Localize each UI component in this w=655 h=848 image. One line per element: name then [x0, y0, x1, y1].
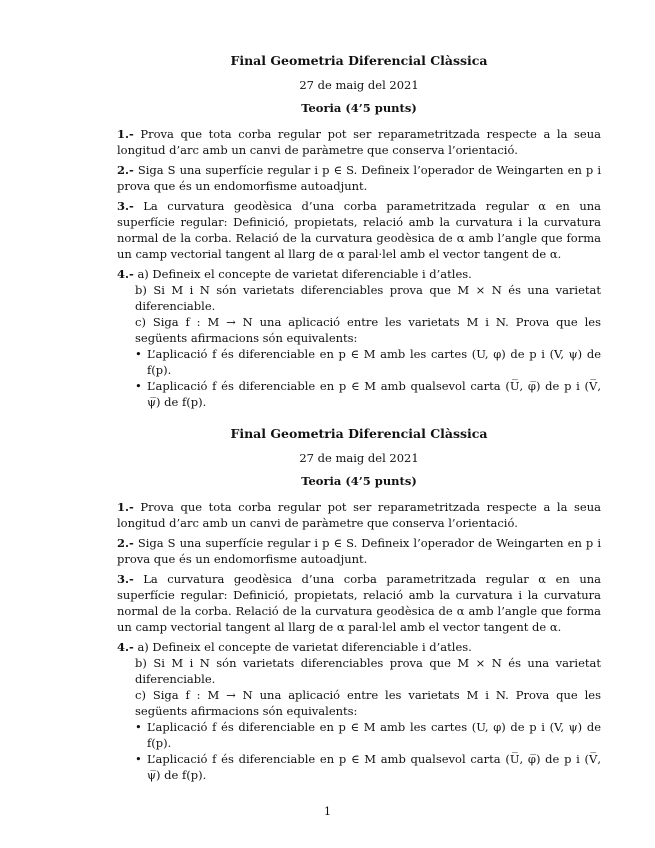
- question-4: [117, 639, 601, 655]
- question-2-number: 2.-: [117, 163, 134, 177]
- section-subtitle: Teoria (4’5 punts): [301, 101, 417, 115]
- question-1-number: 1.-: [117, 500, 134, 514]
- question-4-number: 4.-: [117, 267, 134, 281]
- list-item: [135, 719, 601, 751]
- bullet-2-text: L’aplicació f és diferenciable en p ∈ M amb qualsevol carta (U̅, φ̅) de p i (V̅, ψ̅) de f(p).: [147, 379, 601, 409]
- question-4-part-c: c) Siga f : M → N una aplicació entre les varietats M i N. Prova que les següents afirmacions són equivalents:: [135, 688, 601, 718]
- exam-date: 27 de maig del 2021: [299, 451, 419, 465]
- bullet-list: [117, 346, 601, 410]
- question-3-number: 3.-: [117, 199, 134, 213]
- exam-block-2: [117, 426, 601, 796]
- bullet-1-text: L’aplicació f és diferenciable en p ∈ M amb les cartes (U, φ) de p i (V, ψ) de f(p).: [147, 347, 601, 377]
- question-2-number: 2.-: [117, 536, 134, 550]
- page-number: 1: [324, 805, 331, 818]
- question-2: [117, 535, 601, 567]
- question-1: [117, 499, 601, 531]
- list-item: [135, 346, 601, 378]
- bullet-icon: •: [135, 379, 142, 393]
- question-3-text: La curvatura geodèsica d’una corba parametritzada regular α en una superfície regular: Definició, propietats, relació amb la curvatura i la curvatura normal de la corba. Relació de la curvatura geodèsica de α amb l’angle que forma un camp vectorial tangent al llarg de α paral·lel amb el vector tangent de α.: [117, 572, 601, 634]
- list-item: [135, 378, 601, 410]
- document-page: [117, 50, 601, 796]
- question-2: [117, 162, 601, 194]
- question-4-part-a: a) Defineix el concepte de varietat diferenciable i d’atles.: [137, 267, 472, 281]
- question-1-text: Prova que tota corba regular pot ser reparametritzada respecte a la seua longitud d’arc amb un canvi de paràmetre que conserva l’orientació.: [117, 500, 601, 530]
- question-4-part-b: b) Si M i N són varietats diferenciables prova que M × N és una varietat diferenciable.: [135, 283, 601, 313]
- list-item: [135, 751, 601, 783]
- question-2-text: Siga S una superfície regular i p ∈ S. Defineix l’operador de Weingarten en p i prova que és un endomorfisme autoadjunt.: [117, 536, 602, 566]
- exam-date: 27 de maig del 2021: [299, 78, 419, 92]
- exam-title: Final Geometria Diferencial Clàssica: [230, 426, 488, 441]
- exam-title: Final Geometria Diferencial Clàssica: [230, 53, 488, 68]
- question-1-number: 1.-: [117, 127, 134, 141]
- question-1: [117, 126, 601, 158]
- question-3-number: 3.-: [117, 572, 134, 586]
- bullet-icon: •: [135, 720, 142, 734]
- question-2-text: Siga S una superfície regular i p ∈ S. Defineix l’operador de Weingarten en p i prova que és un endomorfisme autoadjunt.: [117, 163, 602, 193]
- bullet-2-text: L’aplicació f és diferenciable en p ∈ M amb qualsevol carta (U̅, φ̅) de p i (V̅, ψ̅) de f(p).: [147, 752, 601, 782]
- section-subtitle: Teoria (4’5 punts): [301, 474, 417, 488]
- question-3-text: La curvatura geodèsica d’una corba parametritzada regular α en una superfície regular: Definició, propietats, relació amb la curvatura i la curvatura normal de la corba. Relació de la curvatura geodèsica de α amb l’angle que forma un camp vectorial tangent al llarg de α paral·lel amb el vector tangent de α.: [117, 199, 601, 261]
- bullet-icon: •: [135, 347, 142, 361]
- bullet-list: [117, 719, 601, 783]
- question-1-text: Prova que tota corba regular pot ser reparametritzada respecte a la seua longitud d’arc amb un canvi de paràmetre que conserva l’orientació.: [117, 127, 601, 157]
- exam-block-1: [117, 53, 601, 423]
- question-3: [117, 198, 601, 262]
- question-4: [117, 266, 601, 282]
- question-4-part-b: b) Si M i N són varietats diferenciables prova que M × N és una varietat diferenciable.: [135, 656, 601, 686]
- question-4-number: 4.-: [117, 640, 134, 654]
- question-4-part-a: a) Defineix el concepte de varietat diferenciable i d’atles.: [137, 640, 472, 654]
- question-3: [117, 571, 601, 635]
- question-4-part-c: c) Siga f : M → N una aplicació entre les varietats M i N. Prova que les següents afirmacions són equivalents:: [135, 315, 601, 345]
- bullet-1-text: L’aplicació f és diferenciable en p ∈ M amb les cartes (U, φ) de p i (V, ψ) de f(p).: [147, 720, 601, 750]
- bullet-icon: •: [135, 752, 142, 766]
